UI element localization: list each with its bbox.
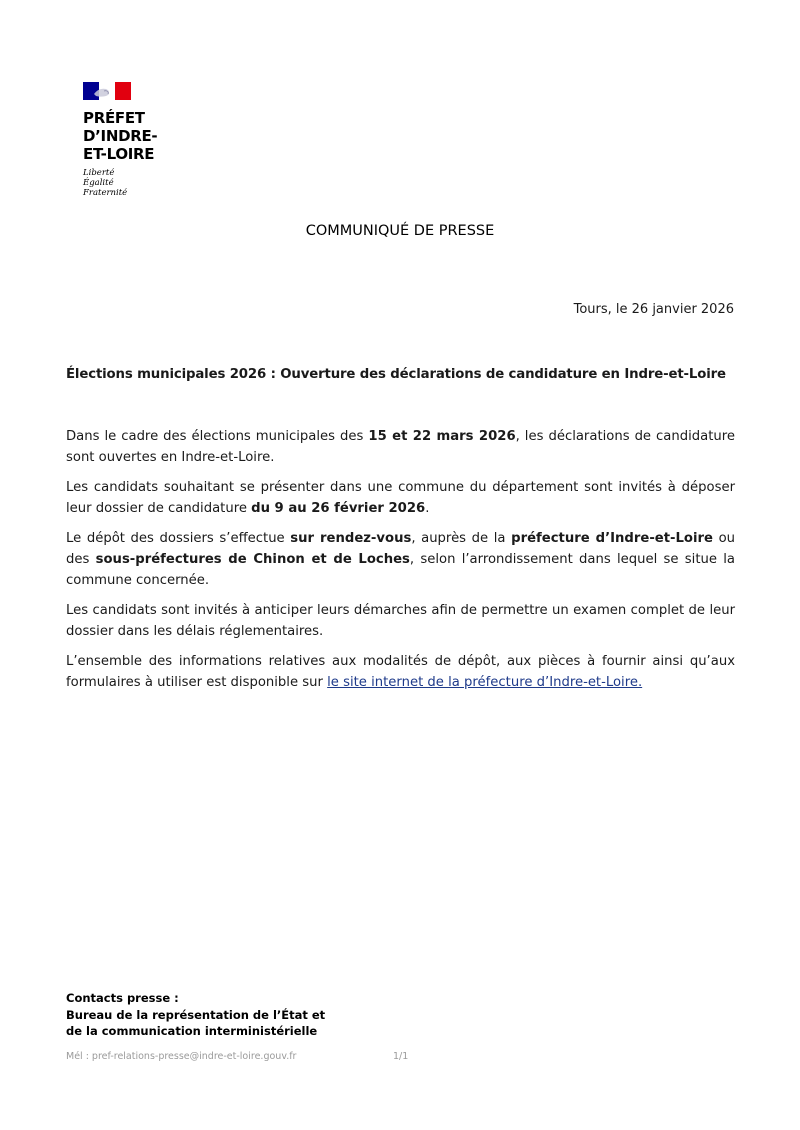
prefecture-name-line: D’INDRE- [83,127,158,145]
paragraph-text: , auprès de la [411,531,512,546]
motto-line: Égalité [83,178,114,188]
prefecture-website-link[interactable]: le site internet de la préfecture d’Indre-et-Loire. [327,675,643,690]
election-dates: 15 et 22 mars 2026 [368,429,516,444]
motto-line: Fraternité [83,188,128,198]
paragraph-text: Les candidats souhaitant se présenter dans une commune du département sont invités à déposer leur dossier de candidature [66,480,735,516]
paragraph-text: ou des [66,531,735,567]
document-type-heading: COMMUNIQUÉ DE PRESSE [305,223,495,239]
paragraph-text: . [425,501,430,516]
body-paragraph [66,477,735,519]
body-paragraph [66,528,735,591]
prefecture-name [83,109,203,163]
contacts-label: Contacts presse : [66,991,179,1005]
filing-period: du 9 au 26 février 2026 [251,501,426,516]
paragraph-text: Le dépôt des dossiers s’effectue [66,531,291,546]
page-number: 1/1 [393,1051,409,1062]
marianne-flag-icon [83,82,131,100]
prefecture-logo [83,82,203,198]
appointment-note: sur rendez-vous [290,531,412,546]
paragraph-text: Dans le cadre des élections municipales des [66,429,369,444]
body-paragraph: Les candidats sont invités à anticiper leurs démarches afin de permettre un examen complet de leur dossier dans les délais réglementaires. [66,603,735,639]
paragraph-text: , les déclarations de candidature sont ouvertes en Indre-et-Loire. [66,429,735,465]
body-paragraph [66,651,735,693]
republic-motto [83,168,203,198]
footer-email: Mél : pref-relations-presse@indre-et-loire.gouv.fr [66,1051,297,1062]
contacts-line: Bureau de la représentation de l’État et [66,1007,326,1022]
prefecture-name-line: ET-LOIRE [83,145,155,163]
paragraph-text: , selon l’arrondissement dans lequel se situe la commune concernée. [66,552,735,588]
prefecture-name-bold: préfecture d’Indre-et-Loire [511,531,713,546]
body-paragraph [66,426,735,468]
prefecture-name-line: PRÉFET [83,109,145,127]
place-date: Tours, le 26 janvier 2026 [573,302,734,317]
contacts-line: de la communication interministérielle [66,1024,318,1038]
press-release-body [66,426,735,702]
motto-line: Liberté [83,168,115,178]
press-contacts [66,990,325,1040]
paragraph-text: L’ensemble des informations relatives aux modalités de dépôt, aux pièces à fournir ainsi qu’aux formulaires à utiliser est disponible sur [66,654,735,690]
press-release-subject: Élections municipales 2026 : Ouverture des déclarations de candidature en Indre-et-Loire [66,367,726,382]
sub-prefectures-bold: sous-préfectures de Chinon et de Loches [95,552,410,567]
